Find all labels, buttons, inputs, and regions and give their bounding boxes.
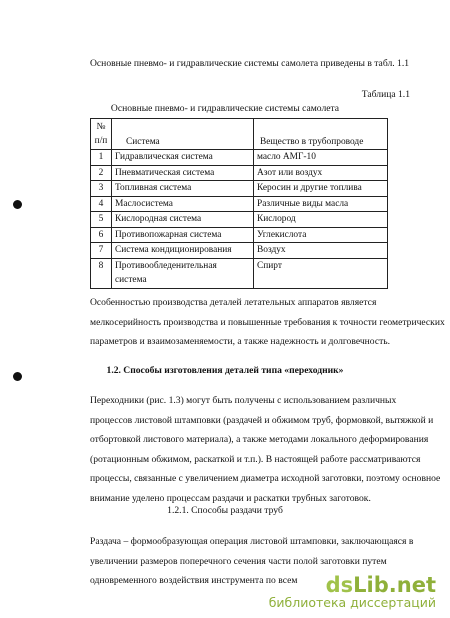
paragraph-line: одновременного воздействия инструмента по всем [90, 575, 298, 586]
paragraph-line: Переходники (рис. 1.3) могут быть получены с использованием различных [90, 395, 397, 406]
header-number-line1: № [96, 122, 106, 132]
paragraph-adapters [90, 391, 441, 508]
watermark [269, 574, 436, 610]
row-substance: Различные виды масла [254, 196, 388, 212]
row-system: Кислородная система [112, 212, 254, 228]
row-substance: Воздух [254, 243, 388, 259]
paragraph-line: внимание уделено процессам раздачи и раскатки трубных заготовок. [90, 492, 371, 504]
header-number-cell [91, 119, 112, 150]
table-row [91, 243, 388, 259]
row-number: 6 [91, 227, 112, 243]
row-number: 8 [91, 258, 112, 288]
row-number: 7 [91, 243, 112, 259]
paragraph-line: (ротационным обжимом, раскаткой и т.п.). В настоящей работе рассматриваются [90, 453, 421, 465]
row-substance: Керосин и другие топлива [254, 181, 388, 197]
table-row [91, 165, 388, 181]
row-system: Маслосистема [112, 196, 254, 212]
systems-table [90, 118, 388, 289]
row-number: 3 [91, 181, 112, 197]
paragraph-features [90, 293, 445, 352]
row-system: Гидравлическая система [112, 150, 254, 166]
row-system: Противообледенительная система [112, 258, 254, 288]
paragraph-line: Раздача – формообразующая операция листовой штамповки, заключающаяся в [90, 536, 414, 547]
row-substance: Кислород [254, 212, 388, 228]
header-system-cell [112, 119, 254, 150]
paragraph-line: процессов листовой штамповки (раздачей и обжимом труб, формовкой, вытяжкой и [90, 414, 434, 426]
binder-hole-dot [13, 200, 22, 209]
row-number: 4 [91, 196, 112, 212]
row-number: 5 [91, 212, 112, 228]
section-heading-1-2-1: 1.2.1. Способы раздачи труб [167, 505, 283, 516]
watermark-logo-rest: Lib.net [353, 573, 436, 597]
watermark-logo-prefix: ds [325, 573, 354, 597]
table-row [91, 181, 388, 197]
intro-sentence: Основные пневмо- и гидравлические системы самолета приведены в табл. 1.1 [90, 58, 410, 69]
row-number: 1 [91, 150, 112, 166]
row-number: 2 [91, 165, 112, 181]
row-system: Система кондиционирования [112, 243, 254, 259]
row-substance: Азот или воздух [254, 165, 388, 181]
header-system-label: Система [126, 137, 160, 147]
watermark-subtitle: библиотека диссертаций [268, 595, 436, 610]
table-row [91, 212, 388, 228]
table-label: Таблица 1.1 [361, 89, 410, 100]
paragraph-line: увеличении размеров поперечного сечения части полой заготовки путем [90, 555, 387, 567]
row-system: Топливная система [112, 181, 254, 197]
table-header-row [91, 119, 388, 150]
row-system: Противопожарная система [112, 227, 254, 243]
row-substance: Спирт [254, 258, 388, 288]
section-heading-1-2: 1.2. Способы изготовления деталей типа «переходник» [106, 365, 344, 376]
watermark-logo [269, 574, 436, 596]
header-substance-cell [254, 119, 388, 150]
table-caption: Основные пневмо- и гидравлические системы самолета [110, 103, 340, 114]
row-substance: масло АМГ-10 [254, 150, 388, 166]
paragraph-line: Особенностью производства деталей летательных аппаратов является [90, 297, 377, 308]
paragraph-line: мелкосерийность производства и повышенные требования к точности геометрических [90, 316, 445, 328]
header-number-line2: п/п [94, 136, 108, 146]
table-row [91, 258, 388, 288]
row-system: Пневматическая система [112, 165, 254, 181]
header-substance-label: Вещество в трубопроводе [260, 137, 364, 147]
paragraph-line: процессы, связанные с увеличением диаметра исходной заготовки, поэтому основное [90, 473, 441, 484]
table-row [91, 150, 388, 166]
table-row [91, 227, 388, 243]
table-row [91, 196, 388, 212]
paragraph-line: параметров и взаимозаменяемости, а также надежность и долговечность. [90, 336, 391, 347]
row-substance: Углекислота [254, 227, 388, 243]
paragraph-line: отбортовкой листового материала), а также методами локального деформирования [90, 434, 429, 445]
